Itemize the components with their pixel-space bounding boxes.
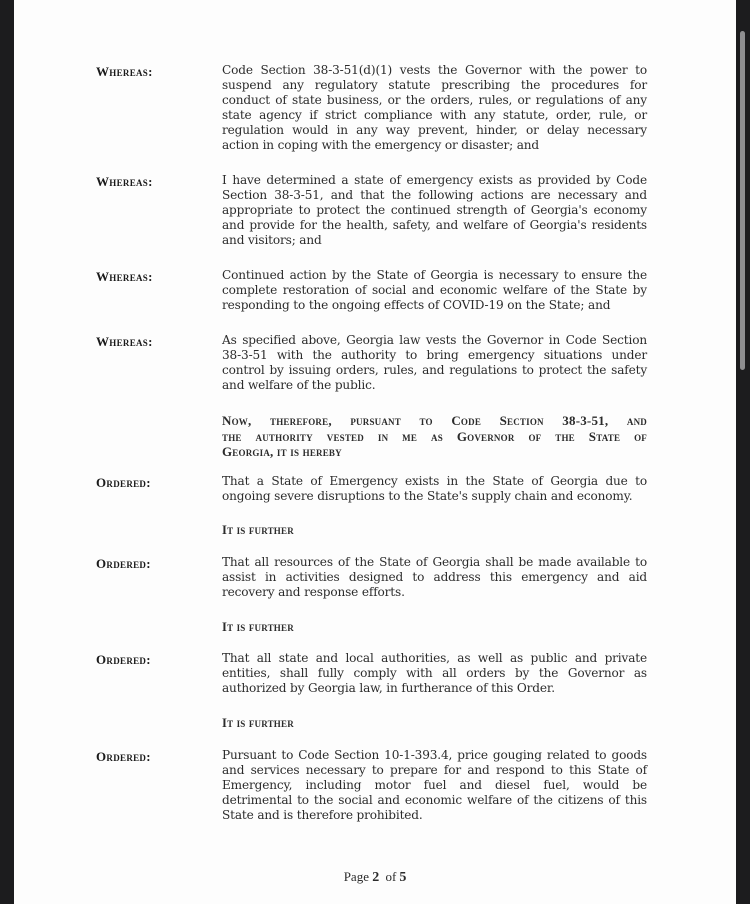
clause-label: Ordered: [96,475,151,490]
clause-label: Whereas: [96,269,153,284]
text-line: Pursuant to Code Section 10-1-393.4, price gouging related to goods [222,748,647,762]
text-line: and visitors; and [222,233,322,248]
text-line: suspend any regulatory statute prescribing the procedures for [222,78,647,93]
it-is-further: It is further [222,620,294,634]
text-line: and services necessary to prepare for and respond to this State of [222,763,647,778]
clause-body [222,173,647,248]
clause-body [222,268,647,313]
heading-line: Georgia, it is hereby [222,444,342,459]
total-pages: 5 [399,870,407,885]
text-line: recovery and response efforts. [222,585,405,600]
text-line: authorized by Georgia law, in furtherance of this Order. [222,681,555,696]
clause-body [222,474,647,504]
clause-body [222,651,647,696]
text-line: State and is therefore prohibited. [222,808,423,823]
text-line: ongoing severe disruptions to the State's supply chain and economy. [222,489,633,504]
clause-label: Ordered: [96,556,151,571]
text-line: Emergency, including motor fuel and diesel fuel, would be [222,778,647,793]
it-is-further: It is further [222,716,294,730]
text-line: complete restoration of social and economic welfare of the State by [222,283,647,298]
clause-body [222,63,647,154]
of-word: of [385,869,397,884]
text-line: That all state and local authorities, as well as public and private [222,651,647,665]
text-line: appropriate to protect the continued strength of Georgia's economy [222,203,647,218]
text-line: state agency if strict compliance with any statute, order, rule, or [222,108,647,123]
text-line: Continued action by the State of Georgia is necessary to ensure the [222,268,647,282]
text-line: action in coping with the emergency or disaster; and [222,138,540,153]
now-therefore-heading [222,413,647,460]
text-line: Section 38-3-51, and that the following actions are necessary and [222,188,647,203]
clause-label: Whereas: [96,174,153,189]
scrollbar-thumb[interactable] [740,31,745,370]
clause-body [222,555,647,600]
document-page [14,0,736,904]
clause-label: Ordered: [96,749,151,764]
text-line: control by issuing orders, rules, and regulations to protect the safety [222,363,647,378]
text-line: and provide for the health, safety, and welfare of Georgia's residents [222,218,647,233]
text-line: assist in activities designed to address this emergency and aid [222,570,647,585]
clause-label: Whereas: [96,64,153,79]
vertical-scrollbar[interactable] [736,0,750,904]
current-page: 2 [372,870,380,885]
page-word: Page [343,869,369,884]
text-line: I have determined a state of emergency exists as provided by Code [222,173,647,187]
text-line: regulation would in any way prevent, hinder, or delay necessary [222,123,647,138]
text-line: That all resources of the State of Georgia shall be made available to [222,555,647,569]
page-number [14,869,736,886]
text-line: That a State of Emergency exists in the State of Georgia due to [222,474,647,488]
text-line: conduct of state business, or the orders, rules, or regulations of any [222,93,647,108]
text-line: 38-3-51 with the authority to bring emergency situations under [222,348,647,363]
clause-body [222,333,647,393]
text-line: entities, shall fully comply with all orders by the Governor as [222,666,647,681]
clause-body [222,748,647,823]
heading-line: Now, therefore, pursuant to Code Section 38-3-51, and [222,413,647,428]
text-line: detrimental to the social and economic welfare of the citizens of this [222,793,647,808]
clause-label: Ordered: [96,652,151,667]
text-line: Code Section 38-3-51(d)(1) vests the Governor with the power to [222,63,647,77]
heading-line: the authority vested in me as Governor of the State of [222,428,647,444]
text-line: As specified above, Georgia law vests the Governor in Code Section [222,333,647,347]
text-line: responding to the ongoing effects of COVID-19 on the State; and [222,298,611,313]
text-line: and welfare of the public. [222,378,376,393]
it-is-further: It is further [222,523,294,537]
clause-label: Whereas: [96,334,153,349]
